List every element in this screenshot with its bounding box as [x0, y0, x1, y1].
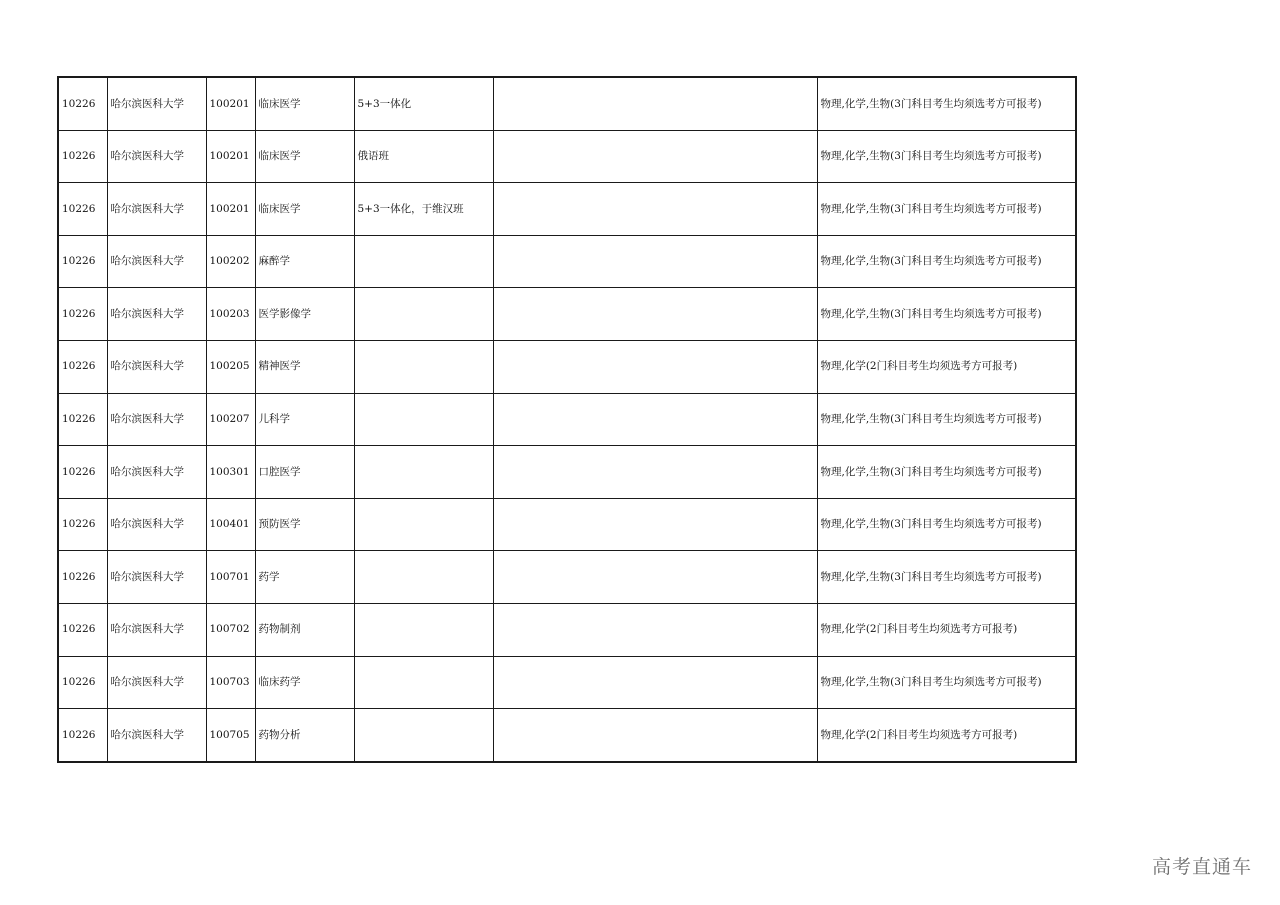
extra-cell [493, 709, 817, 762]
school-code-cell: 10226 [58, 130, 107, 183]
school-name-cell: 哈尔滨医科大学 [107, 709, 206, 762]
extra-cell [493, 498, 817, 551]
school-code-cell: 10226 [58, 183, 107, 236]
extra-cell [493, 446, 817, 499]
table-row [58, 235, 1076, 288]
major-code-cell: 100705 [206, 709, 255, 762]
extra-cell [493, 183, 817, 236]
extra-cell [493, 551, 817, 604]
subject-requirement-cell: 物理,化学,生物(3门科目考生均须选考方可报考) [817, 77, 1076, 130]
table-row [58, 551, 1076, 604]
subject-requirement-cell: 物理,化学,生物(3门科目考生均须选考方可报考) [817, 393, 1076, 446]
remark-cell [354, 603, 493, 656]
school-name-cell: 哈尔滨医科大学 [107, 340, 206, 393]
major-code-cell: 100703 [206, 656, 255, 709]
remark-cell [354, 551, 493, 604]
remark-cell [354, 498, 493, 551]
table-row [58, 656, 1076, 709]
major-name-cell: 医学影像学 [255, 288, 354, 341]
subject-requirement-cell: 物理,化学,生物(3门科目考生均须选考方可报考) [817, 446, 1076, 499]
school-name-cell: 哈尔滨医科大学 [107, 393, 206, 446]
major-name-cell: 口腔医学 [255, 446, 354, 499]
remark-cell [354, 656, 493, 709]
major-name-cell: 药物制剂 [255, 603, 354, 656]
school-code-cell: 10226 [58, 340, 107, 393]
major-name-cell: 药物分析 [255, 709, 354, 762]
school-code-cell: 10226 [58, 656, 107, 709]
major-name-cell: 临床药学 [255, 656, 354, 709]
remark-cell: 5+3一体化 [354, 77, 493, 130]
table-row [58, 603, 1076, 656]
school-code-cell: 10226 [58, 235, 107, 288]
extra-cell [493, 288, 817, 341]
table-body [58, 77, 1076, 762]
table-row [58, 130, 1076, 183]
school-name-cell: 哈尔滨医科大学 [107, 446, 206, 499]
watermark-logo-text: 高考直通车 [1151, 856, 1252, 878]
major-code-cell: 100301 [206, 446, 255, 499]
extra-cell [493, 656, 817, 709]
extra-cell [493, 340, 817, 393]
school-name-cell: 哈尔滨医科大学 [107, 77, 206, 130]
school-code-cell: 10226 [58, 393, 107, 446]
remark-cell [354, 288, 493, 341]
school-code-cell: 10226 [58, 709, 107, 762]
remark-cell: 俄语班 [354, 130, 493, 183]
table-row [58, 446, 1076, 499]
school-name-cell: 哈尔滨医科大学 [107, 183, 206, 236]
table-row [58, 183, 1076, 236]
major-code-cell: 100201 [206, 77, 255, 130]
school-code-cell: 10226 [58, 498, 107, 551]
remark-cell [354, 235, 493, 288]
school-code-cell: 10226 [58, 603, 107, 656]
school-name-cell: 哈尔滨医科大学 [107, 130, 206, 183]
subject-requirement-cell: 物理,化学,生物(3门科目考生均须选考方可报考) [817, 656, 1076, 709]
school-name-cell: 哈尔滨医科大学 [107, 656, 206, 709]
requirements-table [57, 76, 1077, 763]
extra-cell [493, 603, 817, 656]
remark-cell [354, 446, 493, 499]
remark-cell [354, 393, 493, 446]
table-row [58, 709, 1076, 762]
table-row [58, 498, 1076, 551]
major-code-cell: 100207 [206, 393, 255, 446]
major-name-cell: 临床医学 [255, 130, 354, 183]
subject-requirement-cell: 物理,化学,生物(3门科目考生均须选考方可报考) [817, 235, 1076, 288]
extra-cell [493, 77, 817, 130]
subject-requirement-cell: 物理,化学,生物(3门科目考生均须选考方可报考) [817, 183, 1076, 236]
major-name-cell: 预防医学 [255, 498, 354, 551]
major-name-cell: 药学 [255, 551, 354, 604]
major-name-cell: 临床医学 [255, 77, 354, 130]
major-code-cell: 100205 [206, 340, 255, 393]
subject-requirement-cell: 物理,化学,生物(3门科目考生均须选考方可报考) [817, 130, 1076, 183]
major-name-cell: 精神医学 [255, 340, 354, 393]
table-row [58, 288, 1076, 341]
school-code-cell: 10226 [58, 288, 107, 341]
subject-requirement-cell: 物理,化学,生物(3门科目考生均须选考方可报考) [817, 551, 1076, 604]
subject-requirement-cell: 物理,化学,生物(3门科目考生均须选考方可报考) [817, 288, 1076, 341]
school-name-cell: 哈尔滨医科大学 [107, 498, 206, 551]
major-name-cell: 儿科学 [255, 393, 354, 446]
subject-requirement-cell: 物理,化学(2门科目考生均须选考方可报考) [817, 709, 1076, 762]
remark-cell: 5+3一体化，于维汉班 [354, 183, 493, 236]
major-code-cell: 100701 [206, 551, 255, 604]
school-code-cell: 10226 [58, 446, 107, 499]
table-row [58, 340, 1076, 393]
school-name-cell: 哈尔滨医科大学 [107, 288, 206, 341]
extra-cell [493, 130, 817, 183]
school-name-cell: 哈尔滨医科大学 [107, 551, 206, 604]
major-code-cell: 100201 [206, 130, 255, 183]
subject-requirement-cell: 物理,化学(2门科目考生均须选考方可报考) [817, 603, 1076, 656]
major-code-cell: 100702 [206, 603, 255, 656]
school-name-cell: 哈尔滨医科大学 [107, 235, 206, 288]
major-name-cell: 临床医学 [255, 183, 354, 236]
major-code-cell: 100201 [206, 183, 255, 236]
school-code-cell: 10226 [58, 77, 107, 130]
major-name-cell: 麻醉学 [255, 235, 354, 288]
subject-requirement-cell: 物理,化学,生物(3门科目考生均须选考方可报考) [817, 498, 1076, 551]
major-code-cell: 100203 [206, 288, 255, 341]
extra-cell [493, 235, 817, 288]
remark-cell [354, 340, 493, 393]
table-row [58, 393, 1076, 446]
extra-cell [493, 393, 817, 446]
table-row [58, 77, 1076, 130]
subject-requirement-cell: 物理,化学(2门科目考生均须选考方可报考) [817, 340, 1076, 393]
major-code-cell: 100202 [206, 235, 255, 288]
school-name-cell: 哈尔滨医科大学 [107, 603, 206, 656]
major-code-cell: 100401 [206, 498, 255, 551]
school-code-cell: 10226 [58, 551, 107, 604]
remark-cell [354, 709, 493, 762]
